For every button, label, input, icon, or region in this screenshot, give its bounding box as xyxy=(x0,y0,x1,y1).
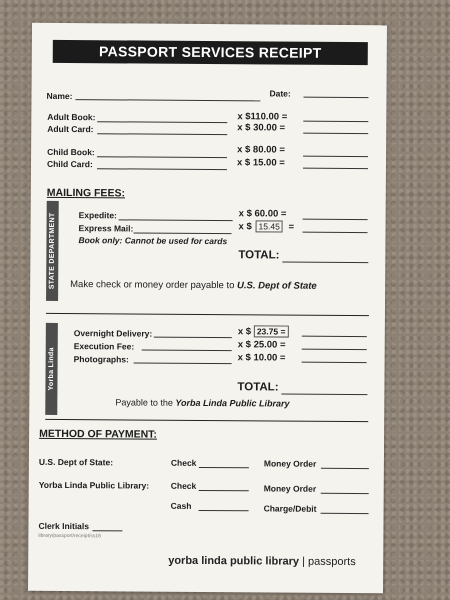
clerk-initials-label: Clerk Initials xyxy=(38,520,90,532)
express-mail-equals: = xyxy=(288,221,295,233)
cash-field[interactable] xyxy=(199,510,249,511)
payment-header: METHOD OF PAYMENT: xyxy=(39,427,158,441)
file-reference: library/passport/receipt/ss16 xyxy=(38,532,101,540)
execution-fee-field[interactable] xyxy=(142,350,232,352)
adult-book-price: x $110.00 = xyxy=(237,111,288,123)
footer-library-name: yorba linda public library xyxy=(168,554,300,568)
adult-card-label: Adult Card: xyxy=(47,123,94,135)
child-card-amount[interactable] xyxy=(303,168,368,169)
name-label: Name: xyxy=(46,90,73,102)
adult-card-price: x $ 30.00 = xyxy=(237,122,286,134)
child-book-label: Child Book: xyxy=(47,146,95,158)
child-card-label: Child Card: xyxy=(46,158,93,170)
expedite-amount[interactable] xyxy=(303,219,368,220)
date-field[interactable] xyxy=(303,97,368,98)
charge-debit-label: Charge/Debit xyxy=(263,503,317,514)
library-check-label: Check xyxy=(170,480,197,491)
book-only-note: Book only: Cannot be used for cards xyxy=(78,235,228,247)
photographs-price: x $ 10.00 = xyxy=(237,352,286,364)
name-field[interactable] xyxy=(75,99,260,101)
child-card-field[interactable] xyxy=(97,168,227,170)
execution-fee-label: Execution Fee: xyxy=(73,341,135,352)
state-money-order-label: Money Order xyxy=(263,458,317,469)
state-check-label: Check xyxy=(170,457,197,468)
receipt-title: PASSPORT SERVICES RECEIPT xyxy=(53,40,368,65)
date-label: Date: xyxy=(269,88,291,99)
expedite-price: x $ 60.00 = xyxy=(238,208,287,220)
adult-card-amount[interactable] xyxy=(303,133,368,134)
library-check-field[interactable] xyxy=(199,490,249,491)
state-check-field[interactable] xyxy=(199,467,249,468)
library-payable-prefix: Payable to the xyxy=(115,397,173,408)
express-mail-field[interactable] xyxy=(134,232,232,234)
expedite-field[interactable] xyxy=(119,219,233,221)
child-card-price: x $ 15.00 = xyxy=(236,157,285,169)
charge-debit-field[interactable] xyxy=(321,513,369,514)
state-department-band-label: STATE DEPARTMENT xyxy=(48,212,57,290)
adult-card-field[interactable] xyxy=(97,133,227,135)
library-money-order-field[interactable] xyxy=(321,493,369,494)
mailing-fees-header: MAILING FEES: xyxy=(46,186,126,200)
library-payable-note xyxy=(115,397,289,408)
overnight-delivery-prefix: x $ xyxy=(237,326,252,338)
child-book-amount[interactable] xyxy=(303,156,368,157)
library-payable-name: Yorba Linda Public Library xyxy=(175,397,290,409)
library-money-order-label: Money Order xyxy=(263,483,317,494)
child-book-field[interactable] xyxy=(97,156,227,158)
state-department-band xyxy=(46,201,59,301)
express-mail-amount[interactable] xyxy=(303,232,368,233)
express-mail-label: Express Mail: xyxy=(78,223,134,234)
state-payable-prefix: Make check or money order payable to xyxy=(70,279,235,292)
overnight-delivery-amount[interactable] xyxy=(302,336,367,337)
express-mail-prefix: x $ xyxy=(238,221,252,233)
cash-label: Cash xyxy=(170,500,192,511)
overnight-delivery-field[interactable] xyxy=(154,337,232,339)
photographs-amount[interactable] xyxy=(302,362,367,363)
library-total-label: TOTAL: xyxy=(237,381,279,394)
child-book-price: x $ 80.00 = xyxy=(237,144,285,156)
express-mail-price: 15.45 xyxy=(256,220,283,232)
overnight-delivery-label: Overnight Delivery: xyxy=(73,328,153,339)
state-payable-note xyxy=(70,279,317,292)
payment-state-label: U.S. Dept of State: xyxy=(38,456,114,468)
state-total-label: TOTAL: xyxy=(238,249,280,262)
adult-book-label: Adult Book: xyxy=(47,111,96,123)
payment-library-label: Yorba Linda Public Library: xyxy=(38,479,150,491)
state-money-order-field[interactable] xyxy=(321,468,369,469)
passport-receipt xyxy=(28,23,387,593)
clerk-initials-field[interactable] xyxy=(92,530,122,531)
overnight-delivery-price: 23.75 = xyxy=(254,325,289,337)
library-footer xyxy=(168,555,356,568)
footer-separator: | xyxy=(302,555,306,568)
adult-book-amount[interactable] xyxy=(303,121,368,122)
section-divider-1 xyxy=(46,313,369,316)
yorba-linda-band-label: Yorba Linda xyxy=(47,347,56,391)
adult-book-field[interactable] xyxy=(97,121,227,123)
state-total-field[interactable] xyxy=(282,262,368,264)
library-total-field[interactable] xyxy=(281,394,367,396)
section-divider-2 xyxy=(45,419,368,422)
execution-fee-amount[interactable] xyxy=(302,349,367,350)
state-payable-name: U.S. Dept of State xyxy=(236,280,317,292)
execution-fee-price: x $ 25.00 = xyxy=(237,339,286,351)
photographs-field[interactable] xyxy=(134,362,232,364)
footer-passports: passports xyxy=(307,555,356,569)
photographs-label: Photographs: xyxy=(73,354,129,365)
expedite-label: Expedite: xyxy=(78,210,117,221)
yorba-linda-band xyxy=(45,323,58,415)
